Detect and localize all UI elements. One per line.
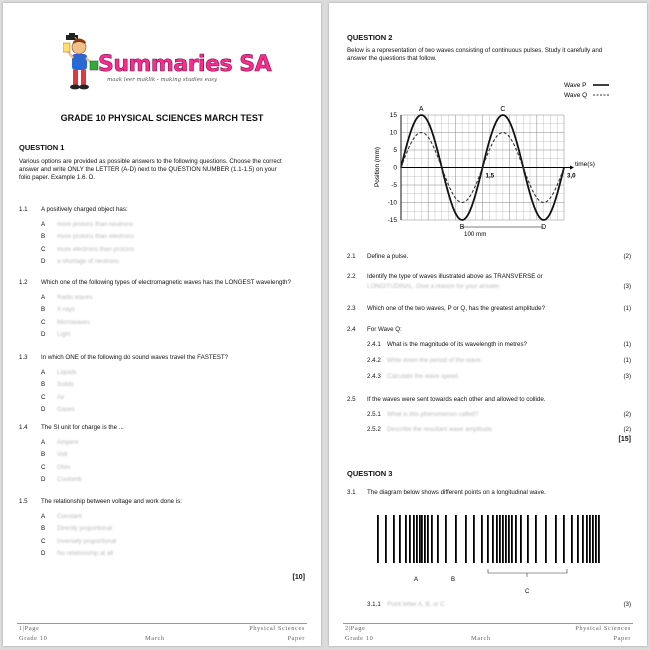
option-text: Air [57, 393, 65, 401]
q1-heading: QUESTION 1 [19, 143, 65, 152]
wave-bar [399, 515, 401, 563]
page-1 [3, 3, 321, 646]
peak-label: C [500, 106, 506, 113]
y-tick-label: -5 [391, 182, 397, 190]
chart-axes [401, 115, 574, 220]
q1-item-number: 1.4 [19, 424, 28, 431]
wave-bar [598, 515, 600, 563]
q1-item-text: The relationship between voltage and work done is: [41, 498, 183, 505]
chart-scale-label: 100 mm [464, 231, 487, 238]
q1-item-number: 1.5 [19, 498, 28, 505]
q2-item-text: Write down the period of the wave. [387, 357, 483, 364]
option-letter: B [41, 306, 46, 314]
option-text: more protons than electrons [57, 233, 135, 241]
footer-paper: Paper [613, 635, 631, 642]
wave-bar [577, 515, 579, 563]
wave-bar [393, 515, 395, 563]
q2-item-number: 2.2 [347, 273, 356, 280]
q2-item-text: What is this phenomenon called? [387, 411, 479, 418]
chart-legend [564, 82, 609, 99]
y-tick-label: 15 [389, 112, 397, 120]
footer-month: March [471, 635, 491, 642]
option-letter: D [41, 405, 46, 413]
x-annotation: 1,5 [485, 172, 495, 180]
footer-paper: Paper [287, 635, 305, 642]
q1-item-text: Which one of the following types of electromagnetic waves has the LONGEST wavelength? [41, 279, 291, 286]
q2-item-mark: (2) [623, 411, 631, 418]
q2-total: [15] [618, 436, 631, 443]
q3-sub-number: 3.1.1 [367, 601, 381, 608]
footer-subject: Physical Sciences [575, 625, 631, 632]
wave-bar [545, 515, 547, 563]
chart-y-label: Position (mm) [374, 146, 381, 188]
option-letter: C [41, 245, 46, 253]
option-text: X-rays [57, 306, 75, 314]
wave-bar [416, 515, 418, 563]
q1-total: [10] [292, 574, 305, 581]
wave-bar [520, 515, 522, 563]
option-text: Volt [57, 451, 68, 459]
footer-divider [343, 623, 633, 624]
q2-item-text: Describe the resultant wave amplitude. [387, 426, 494, 433]
wave-bar [377, 515, 379, 563]
wave-bar [424, 515, 426, 563]
q2-item-text: What is the magnitude of its wavelength in metres? [387, 341, 527, 348]
q2-item-text-cont: LONGITUDINAL. Give a reason for your answer. [367, 283, 501, 290]
q2-item-mark: (2) [623, 426, 631, 433]
wave-bar [421, 515, 423, 563]
q2-item-text: Which one of the two waves, P or Q, has the greatest amplitude? [367, 305, 546, 312]
q1-item-number: 1.1 [19, 206, 28, 213]
q1-instruction-line: folio paper. Example 1.6. D. [19, 174, 96, 181]
wave-bar [511, 515, 513, 563]
logo-tagline: maak leer maklik - making studies easy [107, 77, 218, 83]
option-letter: A [41, 369, 46, 376]
q1-item-text: The SI unit for charge is the ... [41, 424, 124, 431]
logo-text: Summaries SA [98, 52, 272, 77]
footer-subject: Physical Sciences [249, 625, 305, 632]
diagram-label-c: C [525, 589, 530, 595]
wave-bar [385, 515, 387, 563]
footer-month: March [145, 635, 165, 642]
wave-bar [413, 515, 415, 563]
q2-item-number: 2.4.1 [367, 341, 381, 348]
q2-item-text: Calculate the wave speed. [387, 373, 460, 380]
y-tick-label: -15 [387, 217, 397, 225]
wave-bar [505, 515, 507, 563]
q3-sub-text: Point letter A, B, or C [387, 601, 445, 608]
option-letter: C [41, 463, 46, 471]
option-letter: A [41, 221, 46, 228]
footer-grade: Grade 10 [345, 635, 374, 642]
option-letter: C [41, 537, 46, 545]
q1-instruction-line: answer and write ONLY the LETTER (A-D) next to the QUESTION NUMBER (1.1-1.5) on your [19, 166, 277, 173]
q2-intro-line: answer the questions that follow. [347, 55, 437, 62]
legend-wave-p: Wave P [564, 82, 587, 89]
option-letter: D [41, 257, 46, 265]
q2-item-number: 2.4.3 [367, 373, 381, 380]
q3-heading: QUESTION 3 [347, 469, 393, 478]
q3-sub-mark: (3) [623, 601, 631, 608]
option-text: Ohm [57, 463, 71, 471]
wave-bar [586, 515, 588, 563]
chart-x-label: time(s) [575, 161, 595, 168]
q2-item-number: 2.5 [347, 396, 356, 403]
wave-bar [571, 515, 573, 563]
wave-bar [555, 515, 557, 563]
option-letter: A [41, 513, 46, 520]
wave-bar [527, 515, 529, 563]
wave-bar [502, 515, 504, 563]
y-tick-label: 10 [389, 129, 397, 137]
option-letter: A [41, 439, 46, 446]
q2-item-text: Identify the type of waves illustrated above as TRANSVERSE or [367, 273, 543, 280]
wave-bar [473, 515, 475, 563]
wave-bar [405, 515, 407, 563]
option-text: a shortage of neutrons [57, 257, 119, 265]
footer-page-number: 2|Page [345, 625, 366, 632]
option-letter: D [41, 330, 46, 338]
q1-item-text: In which ONE of the following do sound waves travel the FASTEST? [41, 354, 229, 361]
q2-item-number: 2.1 [347, 253, 356, 260]
y-tick-label: 5 [393, 147, 397, 155]
y-tick-label: -10 [387, 199, 397, 207]
option-letter: B [41, 525, 46, 533]
q1-instruction-line: Various options are provided as possible answers to the following questions. Choose the correct [19, 158, 282, 165]
wave-bar [582, 515, 584, 563]
wave-bar [409, 515, 411, 563]
option-letter: C [41, 393, 46, 401]
x-axis-arrow [570, 166, 574, 170]
compression-bracket [488, 569, 567, 573]
y-tick-label: 0 [393, 164, 397, 172]
q2-heading: QUESTION 2 [347, 33, 393, 42]
q1-item-text: A positively charged object has: [41, 206, 128, 213]
option-text: Liquids [57, 369, 77, 376]
option-text: Constant [57, 513, 82, 520]
diagram-label-b: B [451, 577, 456, 583]
option-letter: D [41, 549, 46, 557]
q2-item-text: If the waves were sent towards each other and allowed to collide. [367, 396, 546, 403]
q2-item-mark: (1) [623, 305, 631, 312]
wave-bar [515, 515, 517, 563]
legend-wave-q: Wave Q [564, 92, 588, 99]
wave-bar [496, 515, 498, 563]
footer-grade: Grade 10 [19, 635, 48, 642]
q2-item-mark: (2) [623, 253, 631, 260]
wave-bar [445, 515, 447, 563]
peak-label: B [459, 224, 465, 231]
option-letter: B [41, 233, 46, 241]
option-letter: D [41, 475, 46, 483]
q1-item-number: 1.2 [19, 279, 28, 286]
q2-item-number: 2.4 [347, 326, 356, 333]
q2-item-mark: (1) [623, 357, 631, 364]
wave-bar [419, 515, 421, 563]
q2-item-number: 2.5.2 [367, 426, 381, 433]
peak-label: D [541, 224, 547, 231]
wave-bar [492, 515, 494, 563]
wave-bar [437, 515, 439, 563]
wave-bar [487, 515, 489, 563]
wave-bar [481, 515, 483, 563]
q2-item-text: For Wave Q: [367, 326, 402, 333]
option-text: Coulomb [57, 475, 82, 483]
option-text: Light [57, 330, 71, 338]
option-text: Directly proportional [57, 525, 113, 533]
wave-bar [427, 515, 429, 563]
option-text: Ampere [57, 439, 79, 446]
option-text: more protons than neutrons [57, 221, 134, 228]
q2-intro-line: Below is a representation of two waves consisting of continuous pulses. Study it carefully and [347, 47, 603, 54]
q2-item-mark: (3) [623, 373, 631, 380]
option-text: Gases [57, 405, 75, 413]
peak-label: A [418, 106, 424, 113]
diagram-label-a: A [414, 577, 419, 583]
wave-bar [431, 515, 433, 563]
longitudinal-wave-diagram [369, 513, 619, 603]
wave-bar [535, 515, 537, 563]
option-text: Radio waves [57, 294, 93, 301]
q2-item-number: 2.5.1 [367, 411, 381, 418]
option-letter: B [41, 381, 46, 389]
wave-bar [499, 515, 501, 563]
wave-chart [369, 77, 639, 239]
wave-bar [563, 515, 565, 563]
option-text: Inversely proportional [57, 537, 117, 545]
wave-bar [455, 515, 457, 563]
q3-item-number: 3.1 [347, 489, 356, 496]
footer-divider [17, 623, 307, 624]
option-text: No relationship at all [57, 549, 114, 557]
q2-item-mark: (1) [623, 341, 631, 348]
option-letter: A [41, 294, 46, 301]
page-2 [329, 3, 647, 646]
x-annotation: 3,0 [567, 172, 576, 180]
option-text: more electrons than protons [57, 245, 135, 253]
q2-item-number: 2.3 [347, 305, 356, 312]
q2-item-text: Define a pulse. [367, 253, 409, 260]
q2-item-mark: (3) [623, 283, 631, 290]
q1-item-number: 1.3 [19, 354, 28, 361]
mascot-logo-icon [63, 33, 103, 95]
wave-bar [465, 515, 467, 563]
option-text: Solids [57, 381, 74, 389]
footer-page-number: 1|Page [19, 625, 40, 632]
page-title: GRADE 10 PHYSICAL SCIENCES MARCH TEST [60, 113, 264, 123]
wave-bar [589, 515, 591, 563]
wave-bar [508, 515, 510, 563]
q3-item-text: The diagram below shows different points on a longitudinal wave. [367, 489, 546, 496]
option-letter: C [41, 318, 46, 326]
option-text: Microwaves [57, 318, 90, 326]
wave-bar [595, 515, 597, 563]
option-letter: B [41, 451, 46, 459]
wave-bar [592, 515, 594, 563]
q2-item-number: 2.4.2 [367, 357, 381, 364]
